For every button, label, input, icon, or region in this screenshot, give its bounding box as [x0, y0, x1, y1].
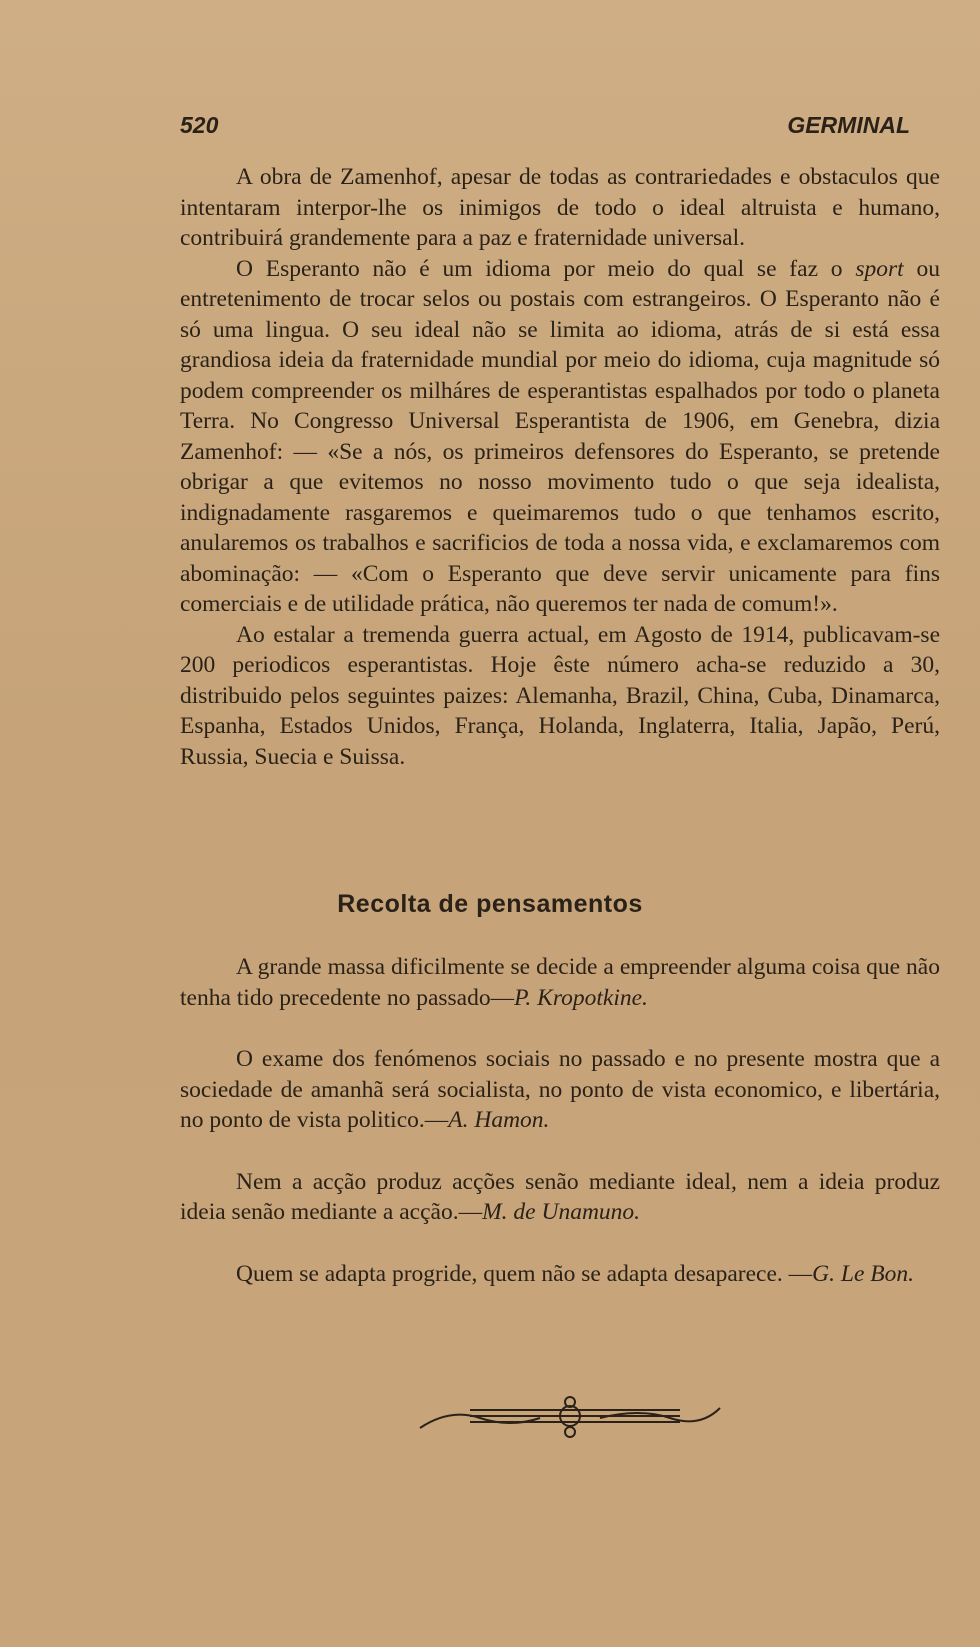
- paragraph-1: A obra de Zamenhof, apesar de todas as contrariedades e obstaculos que intentaram interpor-lhe os inimigos de todo o ideal altruista e humano, contribuirá grandemente para a paz e fraternidade universal.: [180, 164, 940, 251]
- quote-item: Nem a acção produz acções senão mediante ideal, nem a ideia produz ideia senão mediante a acção.—M. de Unamuno.: [180, 1168, 940, 1225]
- scroll-flourish-ornament-icon: [410, 1388, 730, 1448]
- paragraph-2: O Esperanto não é um idioma por meio do qual se faz o sport ou entretenimento de trocar selos ou postais com estrangeiros. O Esperanto não é só uma lingua. O seu ideal não se limita ao idioma, atrás de si está essa grandiosa ideia da fraternidade mundial por meio do idioma, cuja magnitude só podem compreender os milháres de esperantistas espalhados por todo o planeta Terra. No Congresso Universal Esperantista de 1906, em Genebra, dizia Zamenhof: — «Se a nós, os primeiros defensores do Esperanto, se pretende obrigar a que evitemos no nosso movimento tudo o que seja idealista, indignadamente rasgaremos e queimaremos tudo o que tenhamos escrito, anularemos os trabalhos e sacrificios de toda a nossa vida, e exclamaremos com abominação: — «Com o Esperanto que deve servir unicamente para fins comerciais e de utilidade prática, não queremos ter nada de comum!».: [180, 255, 941, 617]
- quote-author: M. de Unamuno.: [482, 1199, 641, 1225]
- page-header: [180, 112, 910, 139]
- article-body: [180, 162, 940, 772]
- italic-word: sport: [855, 255, 904, 282]
- running-title: GERMINAL: [787, 112, 910, 138]
- quote-item: Quem se adapta progride, quem não se adapta desaparece. —G. Le Bon.: [236, 1260, 914, 1287]
- section-title: Recolta de pensamentos: [337, 890, 643, 918]
- quote-item: A grande massa dificilmente se decide a empreender alguma coisa que não tenha tido precedente no passado—P. Kropotkine.: [180, 954, 940, 1011]
- page-number: 520: [180, 112, 219, 138]
- paragraph-3: Ao estalar a tremenda guerra actual, em Agosto de 1914, publicavam-se 200 periodicos esperantistas. Hoje êste número acha-se reduzido a 30, distribuido pelos seguintes paizes: Alemanha, Brazil, China, Cuba, Dinamarca, Espanha, Estados Unidos, França, Holanda, Inglaterra, Italia, Japão, Perú, Russia, Suecia e Suissa.: [180, 621, 940, 770]
- quote-author: P. Kropotkine.: [514, 984, 648, 1011]
- quote-item: O exame dos fenómenos sociais no passado e no presente mostra que a sociedade de amanhã será socialista, no ponto de vista economico, e libertária, no ponto de vista politico.—A. Hamon.: [180, 1046, 940, 1133]
- quote-author: A. Hamon.: [448, 1107, 550, 1133]
- quote-author: G. Le Bon.: [812, 1260, 914, 1287]
- quotes-list: [180, 952, 940, 1320]
